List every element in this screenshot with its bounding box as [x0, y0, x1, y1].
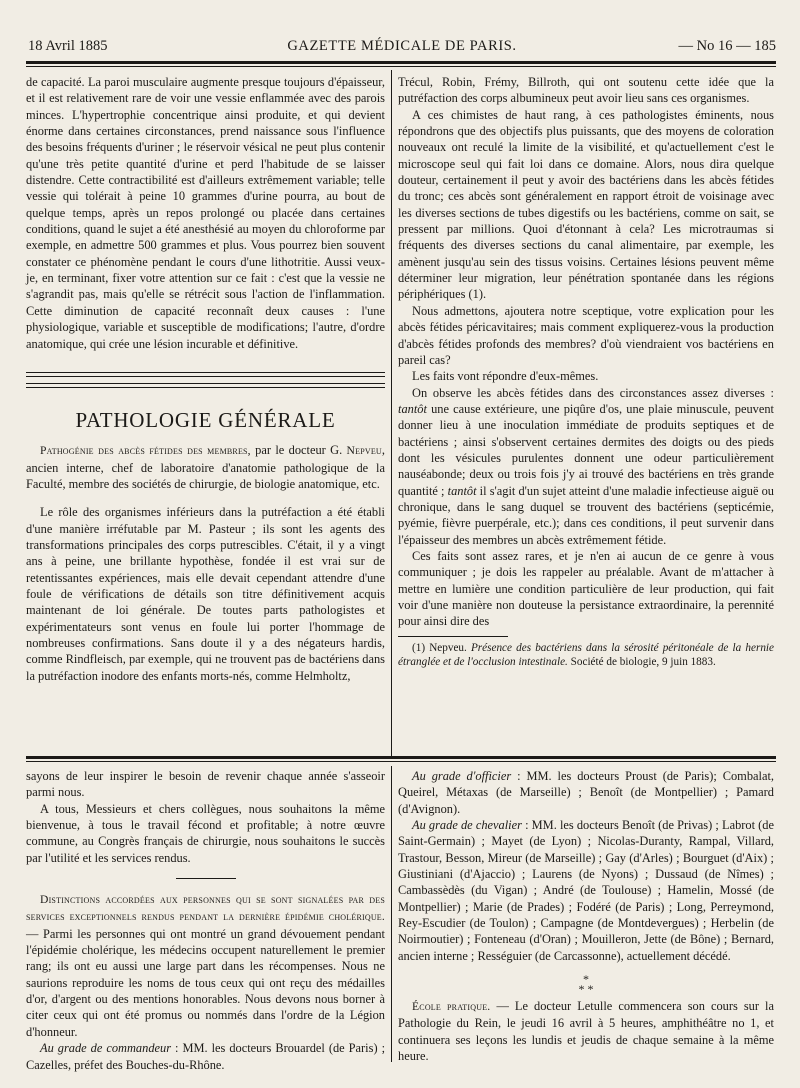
paragraph: Le rôle des organismes inférieurs dans la putréfaction a été établi d'une manière irréfutable par M. Pasteur ; ils sont les agents des transformations principales des corps putrescibles. C'était, il y a vingt ans à peine, une brillante hypothèse, fondée il est vrai sur de retentissantes expériences, mais elle devait cependant attendre d'une foule de vérifications de détails son titre définitivement acquis maintenant de loi générale. De toutes parts pathologistes et expérimentateurs sont venus en foule lui porter l'hommage de nombreuses confirmations. Sans doute il y a des négateurs hardis, comme Rindfleisch, par exemple, qui ne trouvent pas de bactériens dans la putréfaction inodore des enfants morts-nés, comme Helmholtz, — [26, 505, 385, 683]
author-name: Nepveu — [346, 444, 382, 458]
mid-page-rule-thin — [26, 761, 776, 762]
article-title: Pathogénie des abcès fétides des membres, — [40, 444, 251, 458]
paragraph — [398, 998, 774, 1064]
text-run: une cause extérieure, une piqûre d'os, une plaie minuscule, peuvent donner lieu à une inoculation immédiate de produits septiques et de bactériens ; ainsi s'observent certaines dermites des doigts ou des pieds dont les vésicules purulentes donnent une odeur particulièrement nauséabonde; deux ou trois fois j'y ai trouvé des bactériens en très grande quantité ; — [398, 401, 774, 498]
paragraph: sayons de leur inspirer le besoin de revenir chaque année s'asseoir parmi nous. — [26, 769, 385, 800]
notice-text: — Le docteur Letulle commencera son cours sur la Pathologie du Rein, le jeudi 16 avril à 5 heures, amphithéâtre no 1, et continuera ses leçons les lundis et jeudis de chaque semaine à la même heure. — [398, 999, 774, 1064]
grade-label: Au grade d'officier — [412, 769, 512, 783]
footnote-source: Société de biologie, 9 juin 1883. — [567, 656, 716, 669]
author-credentials: , ancien interne, chef de laboratoire d'anatomie pathologique de la Faculté, membre des sociétés de chirurgie, de biologie anatomique, etc. — [26, 443, 386, 491]
footnote — [398, 641, 774, 670]
paragraph — [26, 1040, 385, 1073]
text-run: On observe les abcès fétides dans des circonstances assez diverses : — [412, 385, 774, 400]
asterism-bottom: * * — [578, 982, 594, 997]
running-header — [28, 38, 776, 58]
paragraph — [398, 817, 774, 964]
lower-left-column — [26, 768, 385, 1073]
paragraph: Ces faits sont assez rares, et je n'en ai aucun de ce genre à vous communiquer ; je dois les rappeler au préalable. Avant de m'attacher à mettre en lumière une condition particulière de leur production, qui fait voir d'une manière non douteuse la persistance extraordinaire, la perennité pour ainsi dire des — [398, 548, 774, 629]
grade-label: Au grade de chevalier — [412, 818, 522, 833]
journal-title: GAZETTE MÉDICALE DE PARIS. — [287, 38, 517, 54]
section-divider — [26, 383, 385, 388]
paragraph: A ces chimistes de haut rang, à ces pathologistes éminents, nous répondrons que des objectifs plus puissants, que des moyens de coloration nouveaux ont reculé la limite de la visibilité, et qu'actuellement c'est le microscope seul qui fait loi dans ce domaine. Alors, nous dira quelque douteur, certainement il peut y avoir des bactériens dans les abcès fétides du tronc; ces abcès sont généralement en rapport étroit de voisinage avec les diverses sections de tubes digestifs ou les bactériens, comme on sait, se pressent par millions. Quoi d'étonnant à cela? Les microtraumas si fréquents des diverses sections du canal alimentaire, par exemple, les amènent jusqu'au sein des tissus voisins. Certaines lésions peuvent même déterminer leur migration, leur pénétration spontanée dans les régions périphériques (1). — [398, 107, 774, 302]
footnote-rule — [398, 636, 508, 637]
upper-right-column — [398, 74, 774, 670]
paragraph: Trécul, Robin, Frémy, Billroth, qui ont soutenu cette idée que la putréfaction des corps albumineux peut avoir lieu sans ces organismes. — [398, 75, 774, 106]
italic-run: tantôt — [447, 483, 477, 498]
footnote-ref: (1) Nepveu. — [412, 641, 471, 654]
header-rule — [26, 61, 776, 64]
paragraph: Nous admettons, ajoutera notre sceptique, votre explication pour les abcès fétides péricavitaires; mais comment expliquerez-vous la production d'abcès fétides profonds des membres? d'où viendraient vos bactériens en pareil cas? — [398, 303, 774, 367]
text-run: il s'agit d'un sujet atteint d'une maladie infectieuse aiguë ou chronique, dans le sang duquel se trouvent des bactériens (septicémie, pyémie, fièvre puerpérale, etc.); dans ces conditions, il peut survenir dans l'épaisseur des membres un abcès extrêmement fétide. — [398, 483, 774, 547]
separator — [176, 878, 236, 879]
distinctions-text: — Parmi les personnes qui ont montré un grand dévouement pendant l'épidémie cholérique, les médecins occupent naturellement le premier rang; ils ont eu aussi une large part dans les récompenses. Nous ne saurions reproduire les noms de tous ceux qui ont reçu des médailles d'or, d'argent ou des mentions honorables. Nous devons nous borner à citer ceux qui ont été promus ou nommés dans l'ordre de la Légion d'honneur. — [26, 926, 385, 1039]
distinctions-heading: Distinctions accordées aux personnes qui se sont signalées par des services exceptionnels rendus pendant la dernière épidémie cholérique. — [26, 893, 385, 924]
column-rule — [391, 766, 392, 1062]
upper-left-column — [26, 74, 385, 684]
asterism-top: * — [583, 972, 589, 987]
grade-label: Au grade de commandeur — [40, 1041, 172, 1056]
paragraph: de capacité. La paroi musculaire augmente presque toujours d'épaisseur, et il est relativement rare de voir une vessie enflammée avec des parois minces. L'hypertrophie concentrique ainsi produite, et qui devient énorme dans certaines circonstances, prend naissance sous l'influence des besoins fréquents d'uriner ; le réservoir vésical ne peut plus contenir qu'une très petite quantité d'urine et perd l'habitude de se laisser distendre. Cette contractibilité est d'ailleurs extrêmement variable; telle vessie qui tolérait à peine 10 grammes d'urine pourra, au bout de quelque temps, après un repos prolongé ou placée dans certaines conditions, quand le sujet a été anesthésié au moyen du chloroforme par exemple, en admettre 500 grammes et plus. Vous pourrez bien souvent constater ce phénomène pendant le cours d'une lithotritie. Aussi veux-je, en terminant, fixer votre attention sur ce fait : c'est que la vessie ne s'agrandit pas, mais qu'elle se rétrécit sous l'action de l'inflammation. Cette diminution de capacité reconnaît deux causes : l'une physiologique, variable et susceptible de modifications; l'autre, d'ordre anatomique, qui crée une lésion incurable et définitive. — [26, 75, 385, 351]
paragraph — [26, 891, 385, 1040]
paragraph — [398, 385, 774, 548]
section-title: PATHOLOGIE GÉNÉRALE — [75, 407, 336, 432]
grade-list: : MM. les docteurs Benoît (de Privas) ; Labrot (de Saint-Germain) ; Mayet (de Lyon) ; Nicolas-Duranty, Rampal, Villard, Trastour, Besson, Mireur (de Marseille) ; Gay (d'Arles) ; Bourguet (d'Aix) ; Giustiniani (d'Ajaccio) ; Laurens (de Nyons) ; Dussaud (de Nîmes) ; Cambassèdès (du Vigan) ; André (de Toulouse) ; Hamelin, Mossé (de Montpellier) ; Marie (de Prades) ; Fodéré (de Paris) ; Long, Perreymond, Rey-Escudier (de Toulon) ; Campagne (de Montdevergues) ; Herbelin (de Noirmoutier) ; Fonteneau (d'Oran) ; Mouilleron, Jette (de Bône) ; Bernard, ancien interne ; Rességuier (de Carcassonne), actuellement décédé. — [398, 818, 774, 963]
grade-list: : MM. les docteurs Proust (de Paris); Combalat, Queirel, Métaxas (de Marseille) ; Benoît (de Montpellier) ; Pamard (d'Avignon). — [398, 769, 774, 816]
article-byline: par le docteur G. — [250, 443, 347, 458]
column-rule — [391, 70, 392, 756]
grade-list: : MM. les docteurs Brouardel (de Paris) ; Cazelles, préfet des Bouches-du-Rhône. — [26, 1041, 386, 1072]
notice-heading: École pratique. — [412, 1000, 491, 1014]
paragraph — [398, 768, 774, 817]
header-issue-page: — No 16 — 185 — [678, 38, 776, 54]
paragraph: A tous, Messieurs et chers collègues, nous souhaitons la même bienvenue, à tous le travail fécond et profitable; à notre œuvre commune, au Congrès français de chirurgie, nous souhaitons le succès par l'utilité et les services rendus. — [26, 801, 385, 865]
footnote-title: Présence des bactériens dans la sérosité péritonéale de la hernie étranglée et de l'occlusion intestinale. — [398, 641, 774, 669]
paragraph: Les faits vont répondre d'eux-mêmes. — [412, 369, 599, 384]
mid-page-rule — [26, 756, 776, 759]
lower-right-column — [398, 768, 774, 1065]
header-rule-thin — [26, 66, 776, 67]
header-date: 18 Avril 1885 — [28, 38, 108, 54]
italic-run: tantôt — [398, 401, 427, 416]
asterism — [398, 972, 774, 997]
article-heading — [26, 442, 385, 492]
